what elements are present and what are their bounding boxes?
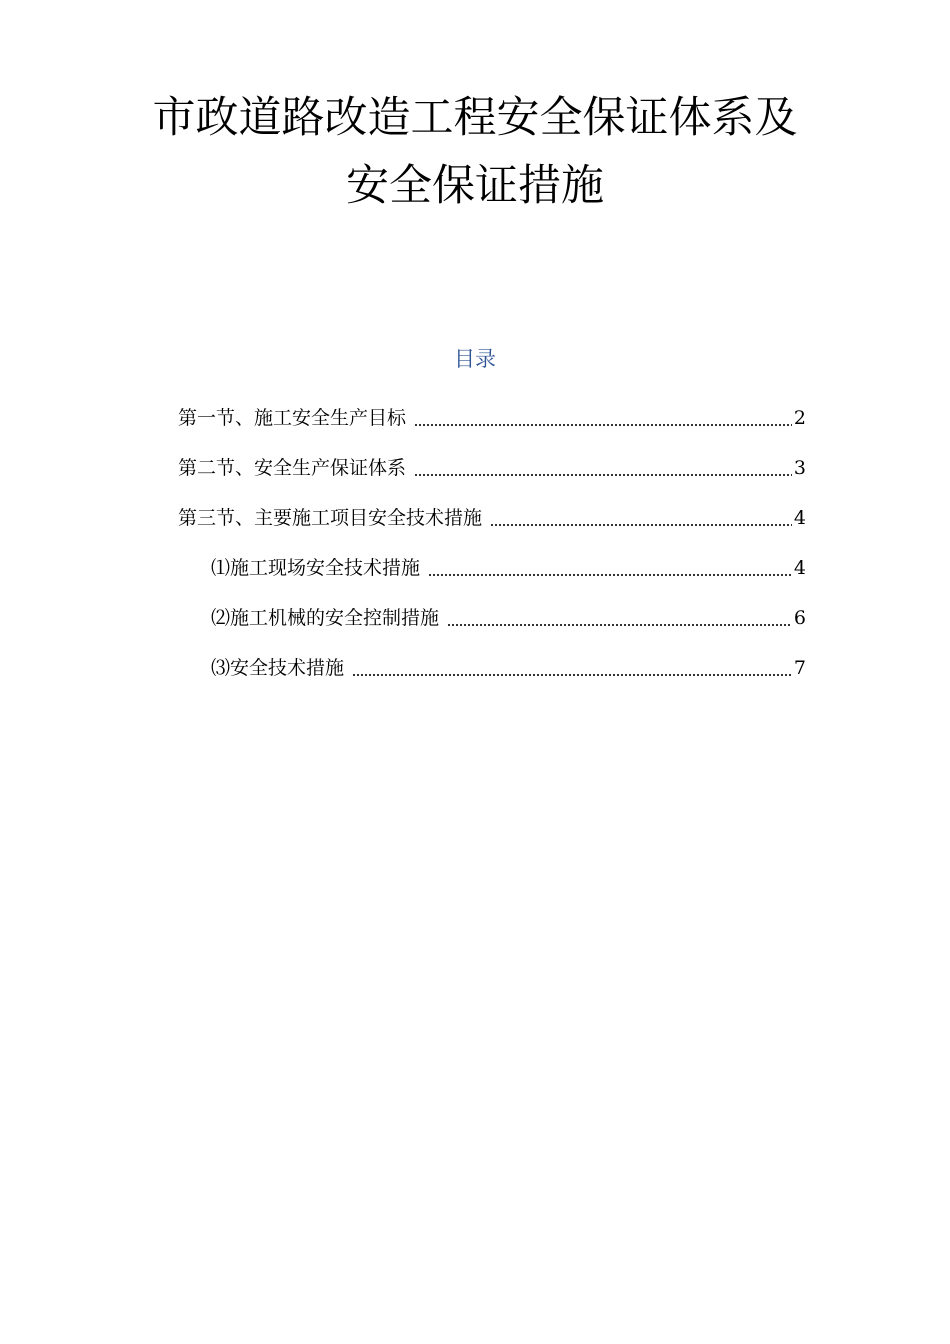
toc-page-number: 6	[793, 607, 806, 629]
toc-dot-leader	[490, 508, 792, 528]
toc-entry-label: 第三节、主要施工项目安全技术措施	[178, 507, 483, 529]
toc-entry-label: 第一节、施工安全生产目标	[178, 407, 407, 429]
toc-dot-leader	[414, 458, 792, 478]
toc-page-number: 2	[793, 407, 806, 429]
toc-dot-leader	[428, 558, 792, 578]
toc-entry-subsection-3[interactable]	[211, 643, 806, 693]
toc-entry-section-2[interactable]	[178, 443, 806, 493]
toc-entry-label: 第二节、安全生产保证体系	[178, 457, 407, 479]
title-line-1: 市政道路改造工程安全保证体系及	[152, 93, 798, 143]
toc-page-number: 4	[793, 557, 806, 579]
toc-entry-label: ⑴施工现场安全技术措施	[211, 557, 421, 579]
toc-entry-section-3[interactable]	[178, 493, 806, 543]
document-title	[0, 84, 950, 220]
toc-entry-subsection-1[interactable]	[211, 543, 806, 593]
toc-dot-leader	[447, 608, 792, 628]
toc-entry-label: ⑶安全技术措施	[211, 657, 345, 679]
toc-dot-leader	[414, 408, 792, 428]
toc-entry-section-1[interactable]	[178, 393, 806, 443]
title-line-2: 安全保证措施	[346, 161, 604, 211]
toc-page-number: 4	[793, 507, 806, 529]
toc-page-number: 3	[793, 457, 806, 479]
table-of-contents	[0, 393, 950, 693]
toc-dot-leader	[352, 658, 792, 678]
toc-heading: 目录	[454, 347, 496, 371]
toc-page-number: 7	[793, 657, 806, 679]
toc-entry-label: ⑵施工机械的安全控制措施	[211, 607, 440, 629]
toc-entry-subsection-2[interactable]	[211, 593, 806, 643]
